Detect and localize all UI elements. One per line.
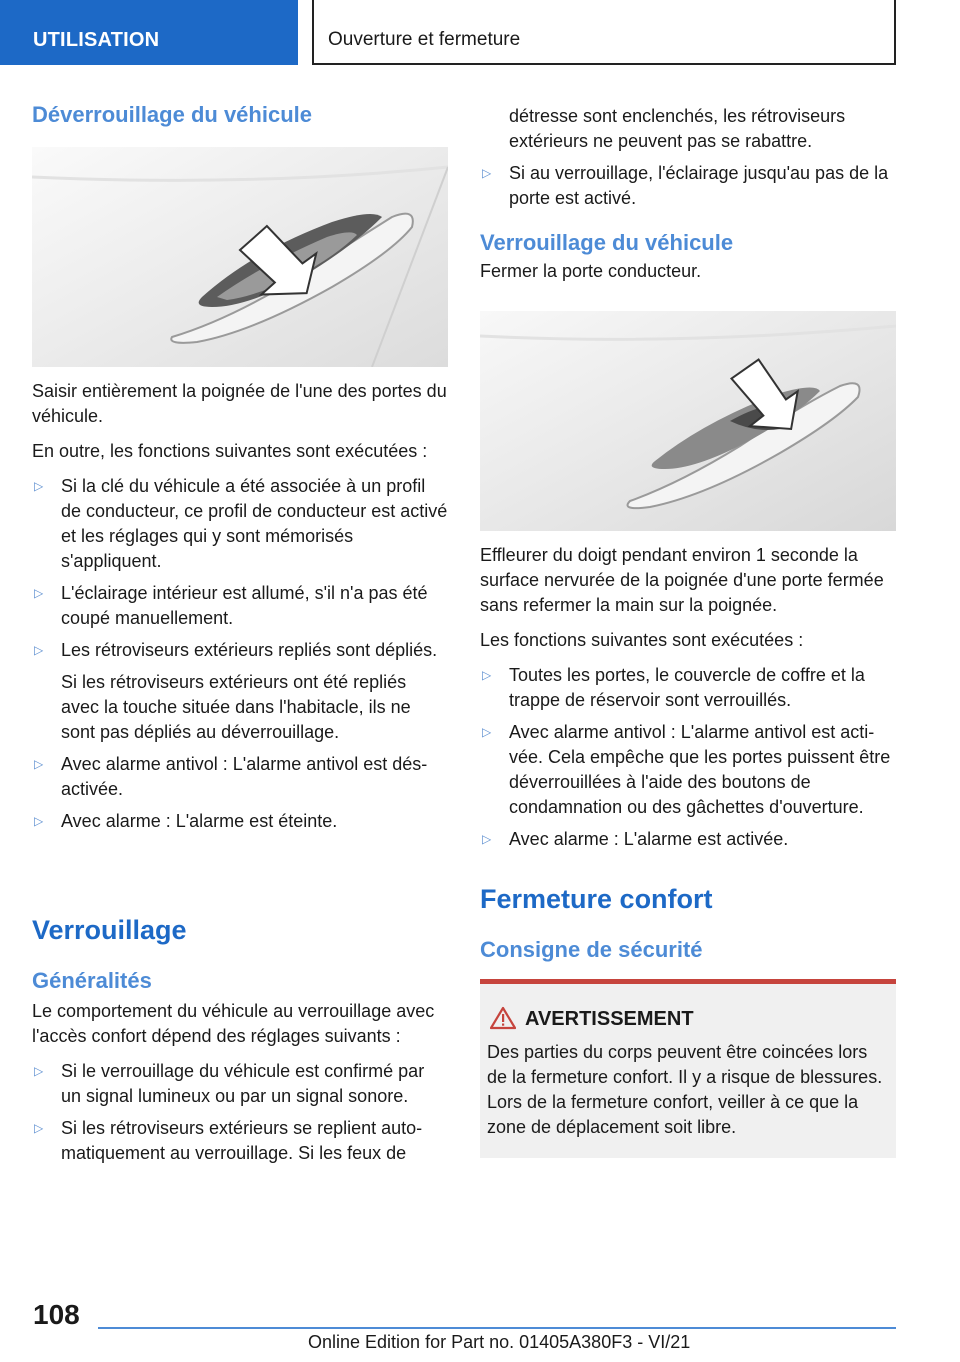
right-column-body [480, 543, 896, 859]
heading-unlock-vehicle: Déverrouillage du véhicule [32, 102, 312, 127]
paragraph-general: Le comportement du véhicule au verrouillage avec l'accès confort dépend des réglages suivants : [32, 1001, 435, 1046]
warning-header [487, 1006, 888, 1032]
door-handle-lock-image [480, 311, 896, 531]
triangle-bullet-icon: ▷ [482, 668, 492, 682]
paragraph-grip: Saisir entièrement la poignée de l'une des portes du véhicule. [32, 381, 447, 426]
triangle-bullet-icon: ▷ [482, 166, 492, 180]
triangle-bullet-icon: ▷ [34, 586, 44, 600]
left-column-body [32, 379, 448, 841]
triangle-bullet-icon: ▷ [482, 832, 492, 846]
list-item: ▷ Si au verrouillage, l'éclairage jusqu'au pas de la porte est activé. [482, 163, 889, 208]
triangle-bullet-icon: ▷ [482, 725, 492, 739]
chapter-title: Ouverture et fermeture [328, 29, 521, 50]
list-item: ▷ Les rétroviseurs extérieurs repliés sont dépliés. Si les rétroviseurs extérieurs ont été repliés avec la touche située dans l'habitacle, ils ne sont pas dépliés au déverrouillage. [32, 638, 448, 745]
list-item-subtext: Si les rétroviseurs extérieurs ont été repliés avec la touche située dans l'habitacle, ils ne sont pas dépliés au déverrouillage. [61, 672, 411, 742]
warning-box [480, 979, 896, 1158]
list-item: ▷ Avec alarme : L'alarme est activée. [480, 827, 896, 852]
paragraph-close-door: Fermer la porte conducteur. [480, 261, 702, 281]
left-column [32, 101, 448, 129]
triangle-bullet-icon: ▷ [34, 1121, 44, 1135]
paragraph-executed: Les fonctions suivantes sont exécutées : [480, 630, 804, 650]
list-item: ▷ Si la clé du véhicule a été associée à un profil de conducteur, ce profil de conducteur est activé et les réglages qui y sont mémorisés s'appliquent. [34, 476, 448, 571]
left-column-lock [32, 913, 448, 1173]
chapter-box [312, 0, 896, 65]
list-item: ▷ Avec alarme antivol : L'alarme antivol est activée. Cela empêche que les portes puissent être déverrouillées à l'aide des boutons de condamnation ou des gâchettes d'ouverture. [482, 722, 891, 817]
door-handle-unlock-image [32, 147, 448, 367]
paragraph-touch: Effleurer du doigt pendant environ 1 seconde la surface nervurée de la poignée d'une porte fermée sans refermer la main sur la poignée. [480, 545, 884, 615]
warning-title: AVERTISSEMENT [525, 1008, 694, 1030]
triangle-bullet-icon: ▷ [34, 814, 44, 828]
heading-general: Généralités [32, 968, 152, 993]
heading-comfort-closing: Fermeture confort [480, 884, 713, 914]
page-number: 108 [33, 1299, 80, 1330]
triangle-bullet-icon: ▷ [34, 643, 44, 657]
lock-functions-list [480, 663, 896, 852]
section-tab [0, 0, 298, 65]
section-title: UTILISATION [33, 29, 160, 51]
paragraph-functions: En outre, les fonctions suivantes sont exécutées : [32, 441, 428, 461]
right-column-comfort [480, 882, 896, 964]
heading-locking: Verrouillage [32, 915, 187, 945]
footer-edition: Online Edition for Part no. 01405A380F3 - VI/21 [308, 1332, 691, 1352]
right-column [480, 104, 896, 284]
heading-lock-vehicle: Verrouillage du véhicule [480, 230, 734, 255]
footer-divider [98, 1327, 896, 1329]
list-item: ▷ Si les rétroviseurs extérieurs se replient automatiquement au verrouillage. Si les feux de [34, 1118, 423, 1163]
triangle-bullet-icon: ▷ [34, 1064, 44, 1078]
heading-safety-notice: Consigne de sécurité [480, 937, 703, 962]
lock-options-list [480, 161, 896, 211]
warning-text: Des parties du corps peuvent être coincées lors de la fermeture confort. Il y a risque de blessures. Lors de la fermeture confort, veiller à ce que la zone de déplacement soit libre. [487, 1042, 883, 1137]
unlock-functions-list [32, 474, 448, 834]
continued-list-text: détresse sont enclenchés, les rétroviseurs extérieurs ne peuvent pas se rabattre. [509, 106, 846, 151]
list-item: ▷ Avec alarme : L'alarme est éteinte. [32, 809, 448, 834]
general-list [32, 1059, 448, 1166]
list-item: ▷ Toutes les portes, le couvercle de coffre et la trappe de réservoir sont verrouillés. [482, 665, 865, 710]
triangle-bullet-icon: ▷ [34, 757, 44, 771]
list-item: ▷ Si le verrouillage du véhicule est confirmé par un signal lumineux ou par un signal sonore. [34, 1061, 425, 1106]
list-item: ▷ L'éclairage intérieur est allumé, s'il n'a pas été coupé manuellement. [34, 583, 428, 628]
triangle-bullet-icon: ▷ [34, 479, 44, 493]
warning-triangle-icon [490, 1006, 516, 1030]
list-item: ▷ Avec alarme antivol : L'alarme antivol est désactivée. [34, 754, 428, 799]
